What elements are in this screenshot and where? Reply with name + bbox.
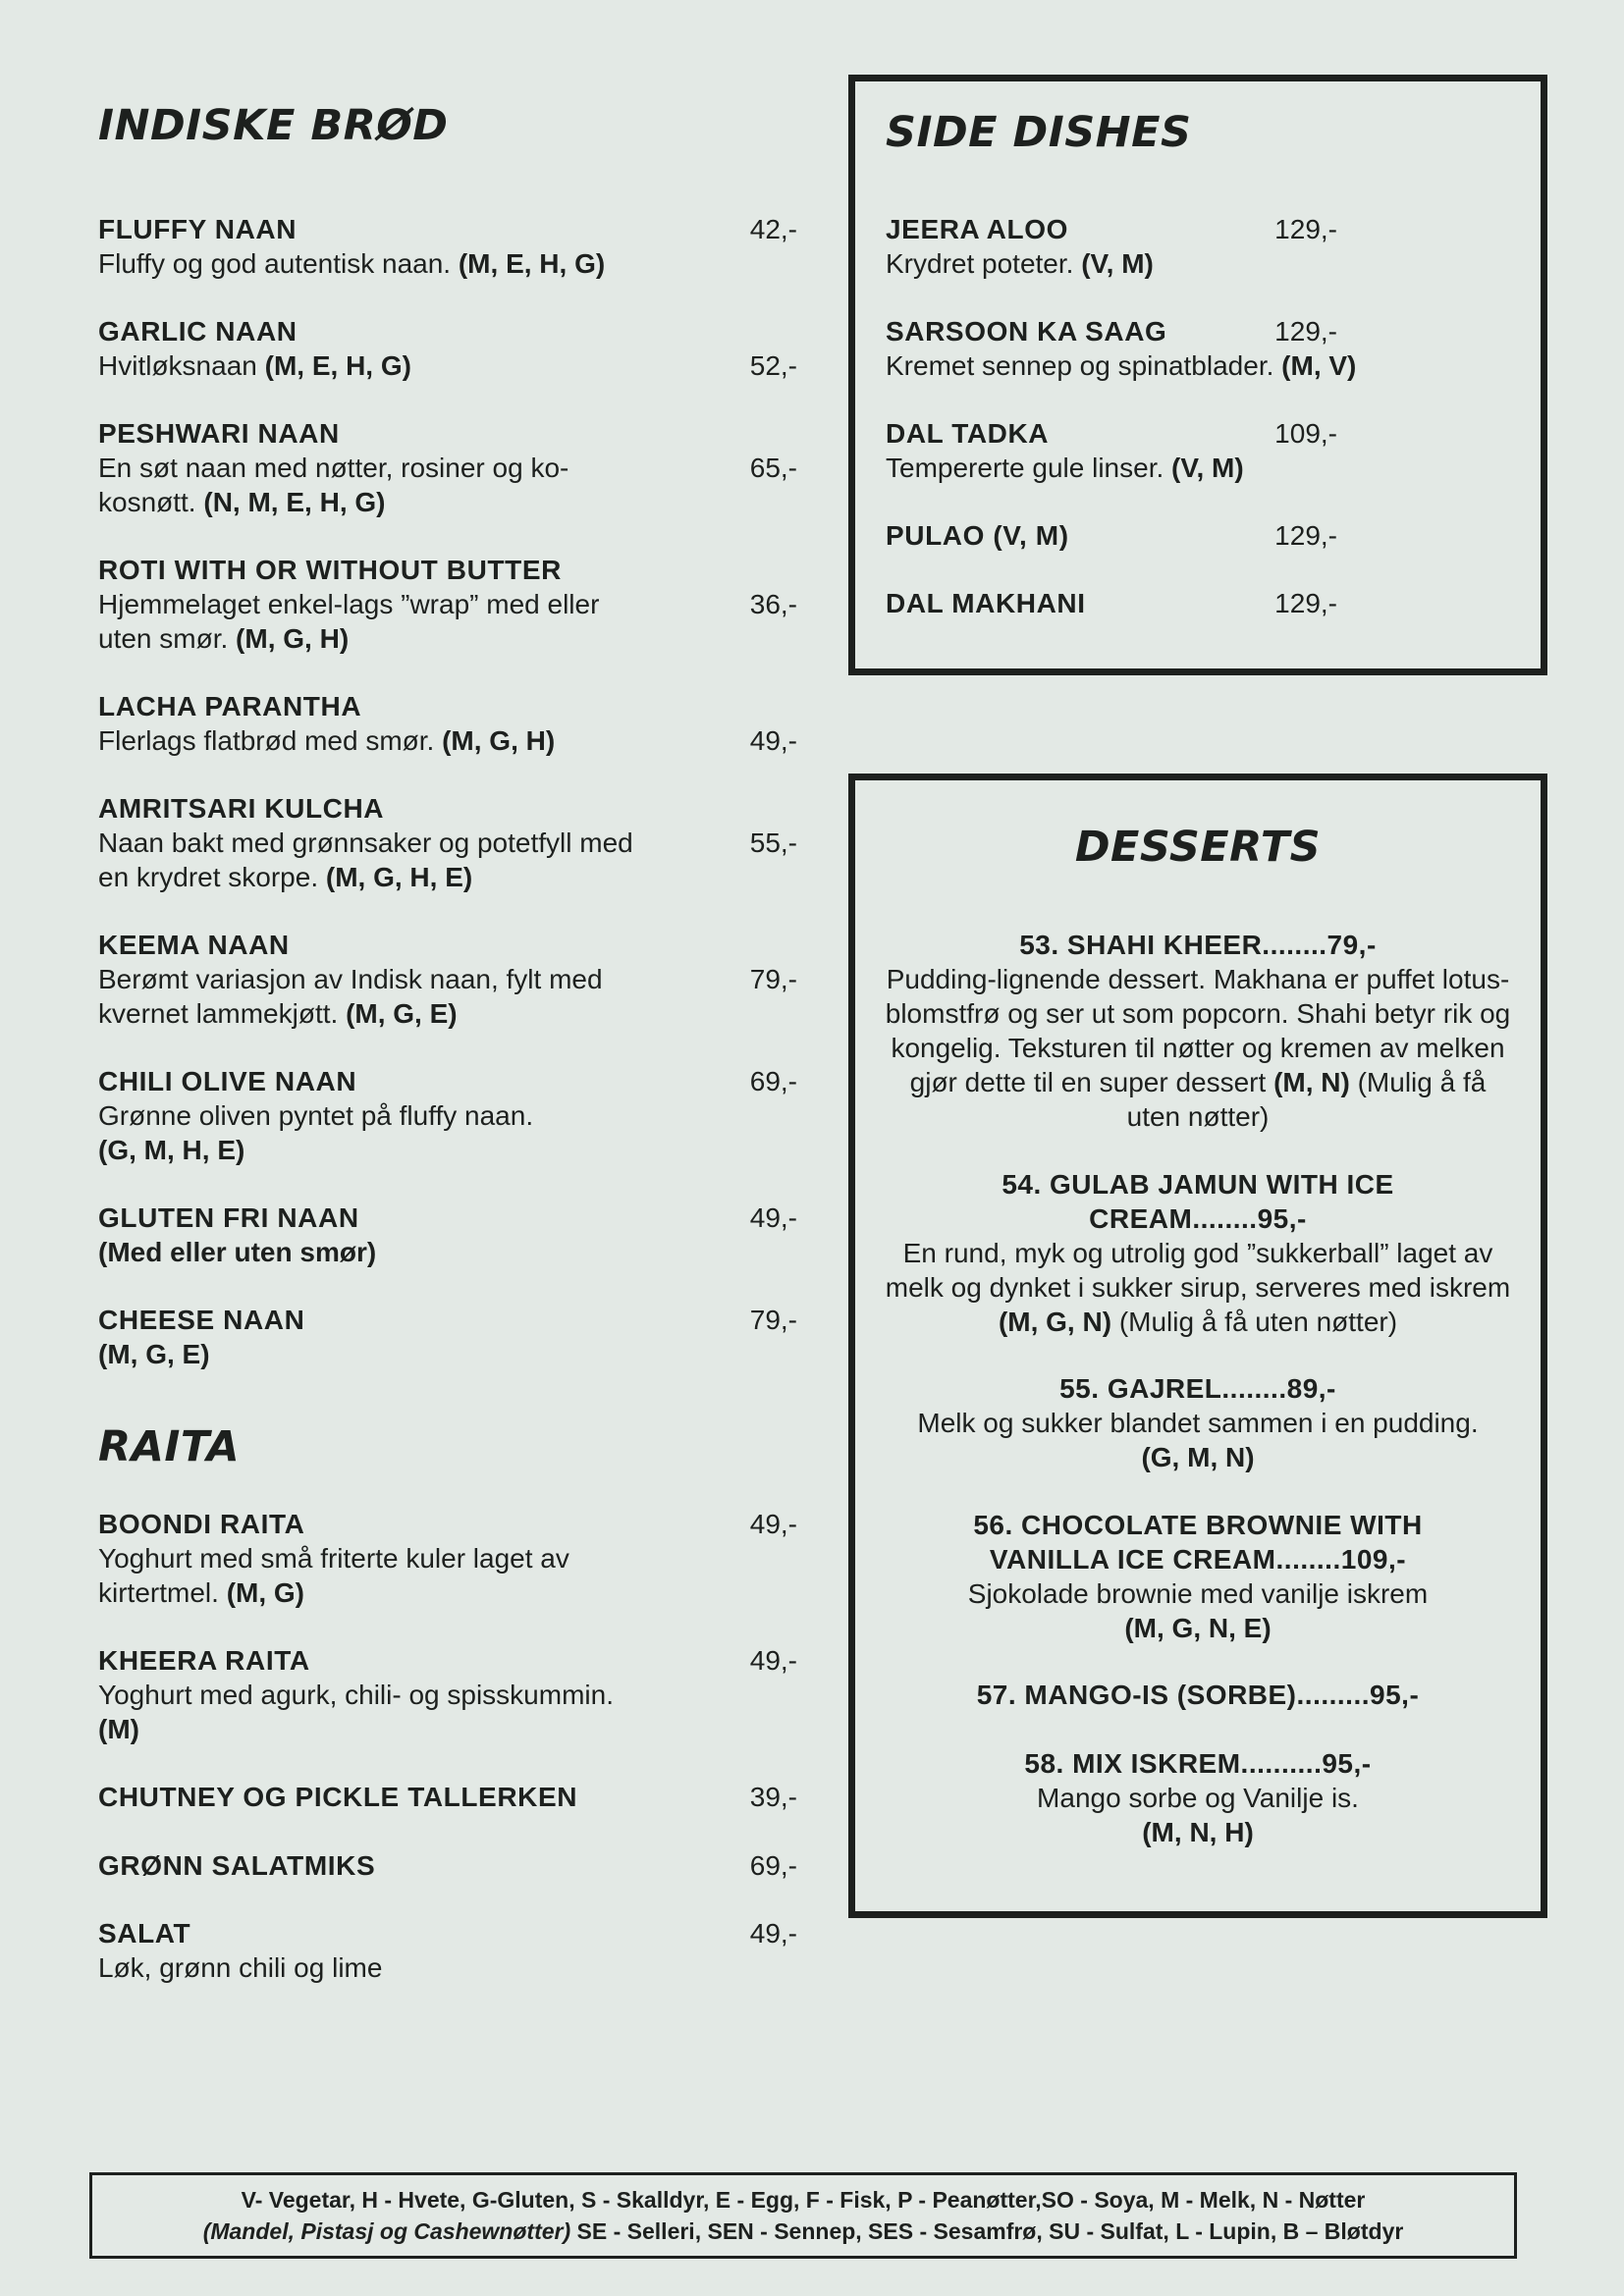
- item-desc: Yoghurt med agurk, chili- og spisskummin. (M): [98, 1680, 614, 1744]
- item-desc: Tempererte gule linser. (V, M): [886, 453, 1244, 483]
- menu-item: [98, 1064, 797, 1167]
- menu-item: [886, 212, 1435, 281]
- item-name: KHEERA RAITA: [98, 1645, 310, 1676]
- menu-item: [98, 416, 797, 519]
- dessert-desc: Pudding-lignende dessert. Makhana er puffet lotus-blomstfrø og ser ut som popcorn. Shahi betyr rik og kongelig. Teksturen til nøtter og kremen av melken gjør dette til en super dessert (M, N) (Mulig å få uten nøtter): [885, 964, 1511, 1132]
- item-desc: Flerlags flatbrød med smør. (M, G, H): [98, 725, 556, 756]
- item-price: 79,-: [749, 964, 797, 994]
- item-name: BOONDI RAITA: [98, 1509, 305, 1539]
- item-price: 49,-: [749, 1918, 797, 1949]
- item-name: GARLIC NAAN: [98, 316, 298, 347]
- item-price: 39,-: [749, 1782, 797, 1812]
- item-price: 49,-: [749, 1509, 797, 1539]
- item-name: AMRITSARI KULCHA: [98, 793, 385, 824]
- item-price: 49,-: [749, 725, 797, 756]
- dessert-name: 55. GAJREL........89,-: [1059, 1373, 1336, 1404]
- menu-item: [98, 1848, 797, 1883]
- menu-item: [886, 586, 1435, 620]
- item-name: DAL TADKA: [886, 418, 1050, 449]
- item-desc: Berømt variasjon av Indisk naan, fylt med kvernet lammekjøtt. (M, G, E): [98, 964, 603, 1029]
- item-price: 49,-: [749, 1202, 797, 1233]
- menu-item: [98, 1916, 797, 1985]
- item-price: 109,-: [1274, 418, 1337, 449]
- dessert-name: 54. GULAB JAMUN WITH ICE CREAM........95,-: [1001, 1169, 1394, 1234]
- item-desc: En søt naan med nøtter, rosiner og ko-kosnøtt. (N, M, E, H, G): [98, 453, 569, 517]
- dessert-desc: Sjokolade brownie med vanilje iskrem (M, G, N, E): [967, 1578, 1429, 1643]
- dessert-desc: Mango sorbe og Vanilje is. (M, N, H): [1037, 1783, 1359, 1847]
- legend-line-1: V- Vegetar, H - Hvete, G-Gluten, S - Skalldyr, E - Egg, F - Fisk, P - Peanøtter,SO - Soya, M - Melk, N - Nøtter: [241, 2187, 1366, 2213]
- item-desc: (M, G, E): [98, 1339, 210, 1369]
- item-desc: Kremet sennep og spinatblader. (M, V): [886, 350, 1357, 381]
- dessert-item: [884, 1746, 1512, 1849]
- breads-title: INDISKE BRØD: [98, 101, 449, 150]
- item-name: ROTI WITH OR WITHOUT BUTTER: [98, 555, 562, 585]
- menu-item: [98, 1201, 797, 1269]
- item-name: GRØNN SALATMIKS: [98, 1850, 376, 1881]
- menu-item: [98, 791, 797, 894]
- item-name: JEERA ALOO: [886, 214, 1068, 244]
- item-desc: Grønne oliven pyntet på fluffy naan. (G, M, H, E): [98, 1100, 534, 1165]
- item-name: SALAT: [98, 1918, 191, 1949]
- item-price: 52,-: [749, 350, 797, 381]
- item-name: SARSOON KA SAAG: [886, 316, 1167, 347]
- menu-item: [886, 416, 1435, 485]
- raita-title: RAITA: [98, 1422, 241, 1471]
- menu-item: [98, 689, 797, 758]
- item-price: 65,-: [749, 453, 797, 483]
- item-desc: Løk, grønn chili og lime: [98, 1952, 383, 1983]
- menu-item: [98, 1303, 797, 1371]
- item-desc: Hjemmelaget enkel-lags ”wrap” med eller uten smør. (M, G, H): [98, 589, 600, 654]
- menu-item: [98, 1507, 797, 1610]
- dessert-name: 53. SHAHI KHEER........79,-: [1019, 930, 1377, 960]
- item-price: 55,-: [749, 828, 797, 858]
- item-name: CHUTNEY OG PICKLE TALLERKEN: [98, 1782, 578, 1812]
- item-price: 129,-: [1274, 520, 1337, 551]
- item-name: KEEMA NAAN: [98, 930, 290, 960]
- dessert-desc: En rund, myk og utrolig god ”sukkerball” laget av melk og dynket i sukker sirup, serveres med iskrem (M, G, N) (Mulig å få uten nøtter): [885, 1238, 1511, 1337]
- menu-item: [886, 518, 1435, 553]
- dessert-desc: Melk og sukker blandet sammen i en pudding. (G, M, N): [917, 1408, 1479, 1472]
- item-name: PULAO (V, M): [886, 520, 1069, 551]
- legend-line-2: (Mandel, Pistasj og Cashewnøtter) SE - Selleri, SEN - Sennep, SES - Sesamfrø, SU - Sulfat, L - Lupin, B – Bløtdyr: [202, 2218, 1404, 2244]
- item-desc: Fluffy og god autentisk naan. (M, E, H, G): [98, 248, 606, 279]
- dessert-item: [884, 1371, 1512, 1474]
- item-name: LACHA PARANTHA: [98, 691, 362, 721]
- item-name: FLUFFY NAAN: [98, 214, 298, 244]
- item-desc: Hvitløksnaan (M, E, H, G): [98, 350, 411, 381]
- menu-item: [98, 314, 797, 383]
- menu-item: [98, 1643, 797, 1746]
- item-name: GLUTEN FRI NAAN: [98, 1202, 359, 1233]
- side-dishes-title: SIDE DISHES: [886, 108, 1192, 157]
- item-price: 69,-: [749, 1066, 797, 1096]
- item-price: 129,-: [1274, 214, 1337, 244]
- item-price: 79,-: [749, 1305, 797, 1335]
- menu-item: [98, 212, 797, 281]
- dessert-item: [884, 1678, 1512, 1712]
- dessert-item: [884, 1508, 1512, 1645]
- item-desc: Naan bakt med grønnsaker og potetfyll med en krydret skorpe. (M, G, H, E): [98, 828, 633, 892]
- item-desc: (Med eller uten smør): [98, 1237, 377, 1267]
- item-price: 42,-: [749, 214, 797, 244]
- item-price: 69,-: [749, 1850, 797, 1881]
- item-desc: Yoghurt med små friterte kuler laget av kirtertmel. (M, G): [98, 1543, 569, 1608]
- item-price: 129,-: [1274, 588, 1337, 618]
- item-name: PESHWARI NAAN: [98, 418, 340, 449]
- dessert-name: 58. MIX ISKREM..........95,-: [1024, 1748, 1372, 1779]
- item-price: 129,-: [1274, 316, 1337, 347]
- item-price: 36,-: [749, 589, 797, 619]
- dessert-name: 56. CHOCOLATE BROWNIE WITH VANILLA ICE CREAM........109,-: [973, 1510, 1423, 1575]
- item-desc: Krydret poteter. (V, M): [886, 248, 1154, 279]
- desserts-title: DESSERTS: [1074, 823, 1322, 872]
- allergen-legend: [89, 2172, 1517, 2259]
- item-name: DAL MAKHANI: [886, 588, 1086, 618]
- dessert-item: [884, 1167, 1512, 1339]
- dessert-item: [884, 928, 1512, 1134]
- menu-item: [886, 314, 1435, 383]
- item-name: CHEESE NAAN: [98, 1305, 305, 1335]
- menu-item: [98, 1780, 797, 1814]
- item-price: 49,-: [749, 1645, 797, 1676]
- item-name: CHILI OLIVE NAAN: [98, 1066, 357, 1096]
- dessert-name: 57. MANGO-IS (SORBE).........95,-: [976, 1680, 1420, 1710]
- menu-item: [98, 553, 797, 656]
- menu-item: [98, 928, 797, 1031]
